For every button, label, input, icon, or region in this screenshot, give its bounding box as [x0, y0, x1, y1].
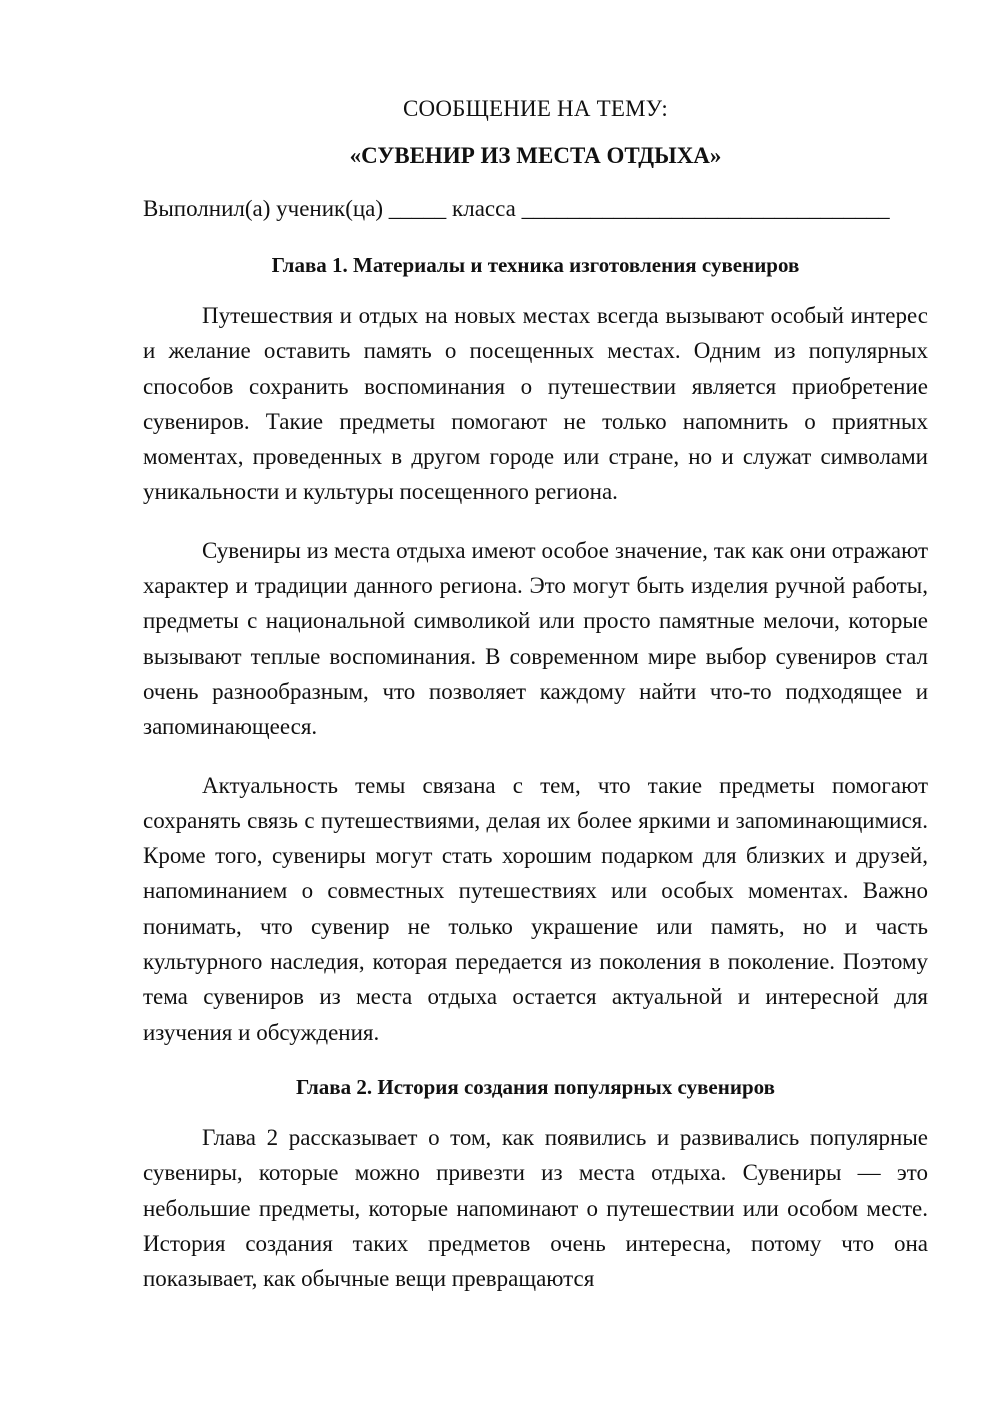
- chapter-1-paragraph-3: Актуальность темы связана с тем, что такие предметы помогают сохранять связь с путешествиями, делая их более яркими и запоминающимися. Кроме того, сувениры могут стать хорошим подарком для близких и друзей, напоминанием о совместных путешествиях или особых моментах. Важно понимать, что сувенир не только украшение или память, но и часть культурного наследия, которая передается из поколения в поколение. Поэтому тема сувениров из места отдыха остается актуальной и интересной для изучения и обсуждения.: [143, 772, 928, 1045]
- chapter-2-heading: Глава 2. История создания популярных сувениров: [296, 1074, 775, 1099]
- document-body: [143, 92, 928, 1296]
- chapter-2-paragraph-1: Глава 2 рассказывает о том, как появились и развивались популярные сувениры, которые можно привезти из места отдыха. Сувениры — это небольшие предметы, которые напоминают о путешествии или особом месте. История создания таких предметов очень интересна, потому что она показывает, как обычные вещи превращаются: [143, 1124, 928, 1292]
- chapter-1-paragraph-2: Сувениры из места отдыха имеют особое значение, так как они отражают характер и традиции данного региона. Это могут быть изделия ручной работы, предметы с национальной символикой или просто памятные мелочи, которые вызывают теплые воспоминания. В современном мире выбор сувениров стал очень разнообразным, что позволяет каждому найти что-то подходящее и запоминающееся.: [143, 537, 928, 740]
- chapter-1-paragraph-1: Путешествия и отдых на новых местах всегда вызывают особый интерес и желание оставить память о посещенных местах. Одним из популярных способов сохранить воспоминания о путешествии является приобретение сувениров. Такие предметы помогают не только напомнить о приятных моментах, проведенных в другом городе или стране, но и служат символами уникальности и культуры посещенного региона.: [143, 303, 928, 505]
- document-subtitle: «СУВЕНИР ИЗ МЕСТА ОТДЫХА»: [349, 143, 722, 168]
- chapter-1-heading: Глава 1. Материалы и техника изготовления сувениров: [271, 253, 800, 277]
- author-line: Выполнил(а) ученик(ца) _____ класса ________________________________: [143, 196, 890, 221]
- document-title: СООБЩЕНИЕ НА ТЕМУ:: [403, 96, 668, 121]
